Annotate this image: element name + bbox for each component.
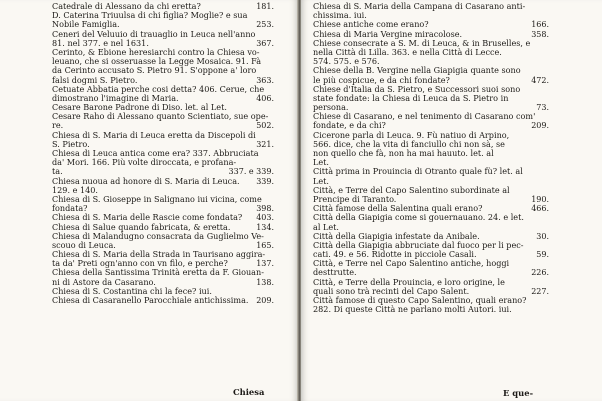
index-page-number: 472. [531, 75, 549, 85]
index-entry-text: non quello che fà, non ha mai hauuto. let. al [313, 148, 494, 158]
index-line [313, 94, 549, 103]
index-page-number: 166. [531, 20, 549, 30]
index-page-number: 321. [256, 139, 274, 149]
index-entry-text: ta. [52, 166, 63, 177]
index-page-number: 190. [531, 194, 549, 204]
index-page-number: 358. [531, 29, 549, 39]
index-page-number: 337. e 339. [228, 167, 274, 177]
index-entry-text: Città famose della Salentina quali erano? [313, 203, 483, 214]
index-entry-text: falsi dogmi S. Pietro. [52, 74, 138, 85]
index-entry-text: Chiesa di S. Maria della Campana di Casarano anti- [313, 1, 526, 11]
index-entry-text: persona. [313, 102, 349, 113]
index-entry-text: Chiesa di S. Costantina chi la fece? iui. [52, 285, 212, 296]
index-entry-text: da' Mori. 166. Più volte diroccata, e profana- [52, 157, 237, 168]
index-page-number: 227. [531, 286, 549, 296]
index-entry-text: re. [52, 120, 64, 131]
index-entry-text: Ceneri del Veluuio di trauaglio in Leuca nell'anno [52, 28, 256, 39]
left-index-list [52, 2, 274, 305]
left-catchword: Chiesa [233, 387, 265, 397]
index-entry-text: ta da' Preti ogn'anno con vn filo, e perche? [52, 258, 228, 269]
index-page-number: 253. [256, 20, 274, 30]
index-entry-text: 129. e 140. [52, 184, 98, 195]
right-page [301, 0, 602, 401]
index-entry-text: 282. Di queste Città ne parlano molti Autori. iui. [313, 304, 512, 315]
index-line [313, 149, 549, 158]
index-entry-text: scouo di Leuca. [52, 239, 116, 250]
index-entry-text: Chiese di Casarano, e nel tenimento di Casarano com' [313, 111, 536, 122]
index-entry-text: Chiesa di Leuca antica come era? 337. Abbruciata [52, 148, 259, 158]
index-entry-text: Chiesa di S. Maria della Strada in Taurisano aggira- [52, 249, 266, 260]
index-page-number: 466. [531, 204, 549, 214]
index-page-number: 226. [531, 268, 549, 278]
index-entry-text: Chiese antiche come erano? [313, 19, 429, 30]
index-entry-text: chissima. iui. [313, 10, 367, 21]
index-entry-text: Cetuate Abbatia perche cosi detta? 406. Cerue, che [52, 83, 265, 94]
index-page-number: 367. [256, 38, 274, 48]
index-entry-text: state fondate: la Chiesa di Leuca da S. Pietro in [313, 92, 509, 103]
index-entry-text: dimostrano l'imagine di Maria. [52, 92, 179, 103]
index-page-number: 138. [256, 277, 274, 287]
index-page-number: 137. [256, 259, 274, 269]
index-entry-text: Chiesa di Casaranello Parocchiale antichissima. [52, 295, 249, 305]
index-page-number: 339. [256, 176, 274, 186]
index-entry-text: Cesare Raho di Alessano quanto Scientiato, sue ope- [52, 111, 269, 122]
index-entry-text: Chiese della B. Vergine nella Giapigia quante sono [313, 65, 521, 76]
index-entry-text: Chiesa di Maria Vergine miracolose. [313, 28, 463, 39]
index-entry-text: D. Caterina Triuulsa di chi figlia? Moglie? e sua [52, 10, 248, 21]
index-page-number: 134. [256, 222, 274, 232]
index-line [52, 296, 274, 305]
index-entry-text: quali sono trà recinti del Capo Salent. [313, 285, 470, 296]
index-entry-text: Chiesa di S. Maria delle Rascie come fondata? [52, 212, 243, 223]
index-entry-text: Città, e Terre della Prouincia, e loro origine, le [313, 276, 505, 287]
index-entry-text: 566. dice, che la vita di fanciullo chi non sà, se [313, 138, 505, 149]
index-entry-text: Città, e Terre del Capo Salentino subordinate al [313, 184, 510, 195]
index-entry-text: Chiesa di S. Maria di Leuca eretta da Discepoli di [52, 129, 256, 140]
right-index-list [313, 2, 549, 314]
index-entry-text: Cesare Barone Padrone di Diso. let. al Let. [52, 102, 227, 113]
index-entry-text: ni di Astore da Casarano. [52, 276, 156, 287]
index-entry-text: Città prima in Prouincia di Otranto quale fù? let. al [313, 166, 523, 177]
left-page [0, 0, 298, 401]
index-line [52, 158, 274, 167]
index-entry-text: Let. [313, 175, 329, 186]
index-entry-text: desttrutte. [313, 267, 357, 278]
index-entry-text: Città della Giapigia come si gouernauano. 24. e let. [313, 212, 524, 223]
index-entry-text: Nobile Famiglia. [52, 19, 120, 30]
index-entry-text: fondata? [52, 203, 88, 214]
index-entry-text: cati. 49. e 56. Ridotte in picciole Casali. [313, 249, 477, 260]
index-entry-text: Cicerone parla di Leuca. 9. Fù natiuo di Arpino, [313, 129, 510, 140]
index-entry-text: Città della Giapigia infestate da Anibale. [313, 230, 480, 241]
index-entry-text: Città della Giapigia abbruciate dal fuoco per li pec- [313, 239, 524, 250]
index-entry-text: Chiese d'Italia da S. Pietro, e Successori suoi sono [313, 83, 521, 94]
index-page-number: 209. [256, 296, 274, 305]
index-entry-text: Chiesa di S. Gioseppe in Salignano iui vicina, come [52, 193, 262, 204]
index-entry-text: le più cospicue, e da chi fondate? [313, 74, 450, 85]
index-entry-text: leuano, che si osseruasse la Legge Mosaica. 91. Fà [52, 56, 262, 67]
index-page-number: 406. [256, 93, 274, 103]
index-page-number: 181. [256, 2, 274, 11]
right-catchword: E que- [503, 388, 534, 398]
index-page-number: 59. [536, 250, 549, 260]
index-entry-text: Chiesa di Malandugno consacrata da Guglielmo Ve- [52, 230, 264, 241]
index-entry-text: Città, e Terre nel Capo Salentino antiche, hoggi [313, 258, 510, 269]
index-page-number: 398. [256, 204, 274, 214]
index-entry-text: Catedrale di Alessano da chi eretta? [52, 1, 201, 11]
index-entry-text: Let. [313, 157, 329, 168]
index-page-number: 165. [256, 240, 274, 250]
index-entry-text: S. Pietro. [52, 138, 90, 149]
index-entry-text: nella Città di Lilla. 363. e nella Città di Lecce. [313, 46, 502, 57]
index-entry-text: Città famose di questo Capo Salentino, quali erano? [313, 295, 527, 305]
index-entry-text: 574. 575. e 576. [313, 56, 380, 67]
index-page-number: 403. [256, 213, 274, 223]
index-page-number: 502. [256, 121, 274, 131]
index-page-number: 209. [531, 121, 549, 131]
index-line [313, 167, 549, 176]
index-entry-text: al Let. [313, 221, 339, 232]
index-entry-text: Chiese consecrate a S. M. di Leuca, & in Bruselles, e [313, 37, 531, 48]
index-entry-text: Chiesa di Salue quando fabricata, & eretta. [52, 221, 231, 232]
index-entry-text: fondate, e da chi? [313, 120, 386, 131]
index-line [313, 213, 549, 222]
index-page-number: 363. [256, 75, 274, 85]
index-entry-text: Prencipe di Taranto. [313, 193, 397, 204]
index-line [52, 112, 274, 121]
index-page-number: 30. [536, 231, 549, 241]
index-entry-text: Cerinto, & Ebione heresiarchi contro la Chiesa vo- [52, 46, 260, 57]
index-entry-text: 81. nel 377. e nel 1631. [52, 37, 149, 48]
index-line [313, 305, 549, 314]
index-entry-text: da Cerinto accusato S. Pietro 91. S'oppone a' loro [52, 65, 257, 76]
index-entry-text: Chiesa nuoua ad honore di S. Maria di Leuca. [52, 175, 240, 186]
index-page-number: 73. [536, 103, 549, 113]
index-entry-text: Chiesa della Santissima Trinità eretta da F. Giouan- [52, 267, 264, 278]
